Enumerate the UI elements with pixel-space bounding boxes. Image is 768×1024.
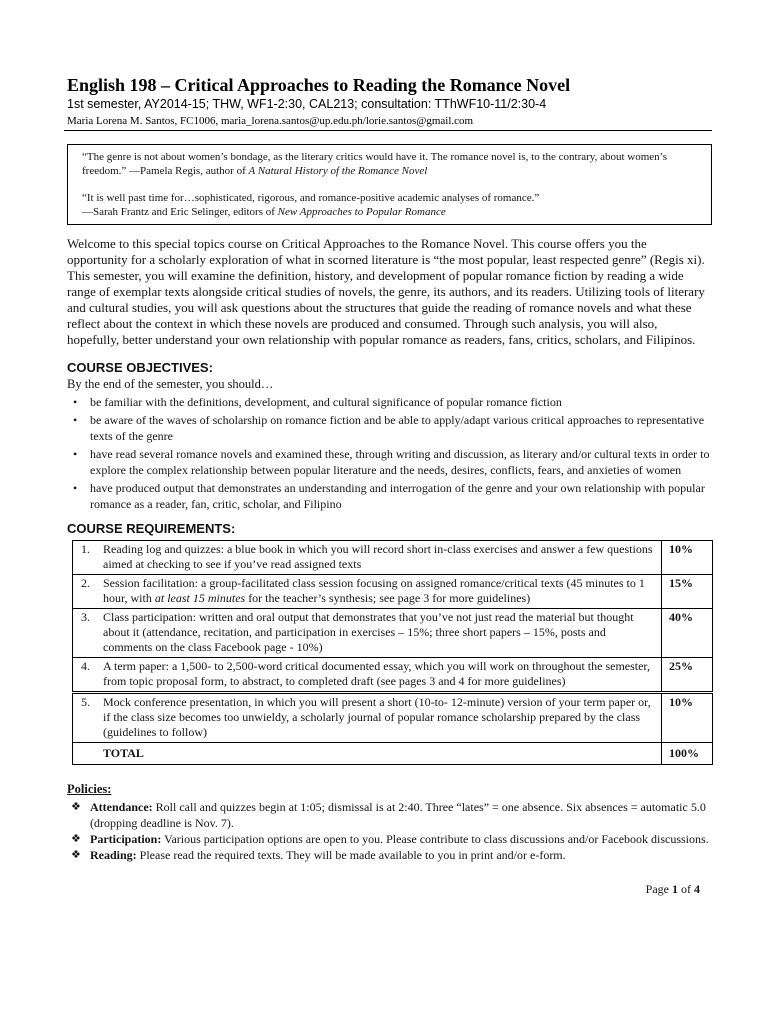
policy-item [67, 847, 710, 863]
bullet-icon: • [73, 481, 78, 495]
objectives-heading: COURSE OBJECTIVES: [67, 360, 213, 375]
page-total: 4 [694, 882, 700, 896]
objectives-list [67, 394, 710, 512]
policies-list [67, 799, 710, 863]
objective-item [67, 394, 710, 410]
quote-source-title: New Approaches to Popular Romance [277, 206, 446, 218]
instructor-contact: Maria Lorena M. Santos, FC1006, maria_lorena.santos@up.edu.ph/lorie.santos@gmail.com [67, 115, 474, 127]
requirement-row [73, 541, 713, 575]
policy-item [67, 799, 710, 831]
requirement-description [73, 541, 662, 575]
requirement-number: 2. [81, 576, 90, 590]
objective-item [67, 412, 710, 444]
requirement-emphasis: at least 15 minutes [154, 591, 246, 605]
requirement-weight: 15% [662, 575, 713, 609]
policies-heading: Policies: [67, 782, 112, 796]
requirement-row [73, 609, 713, 658]
quote-source-title: A Natural History of the Romance Novel [248, 165, 428, 177]
requirement-text: Session facilitation: a group-facilitated class session focusing on assigned romance/critical texts (45 minutes to 1 hour, with [103, 576, 645, 605]
requirement-row [73, 575, 713, 609]
policy-item [67, 831, 710, 847]
bullet-icon: • [73, 447, 78, 461]
diamond-bullet-icon: ❖ [71, 848, 81, 861]
bullet-icon: • [73, 413, 78, 427]
diamond-bullet-icon: ❖ [71, 800, 81, 813]
requirement-description [73, 575, 662, 609]
requirements-heading: COURSE REQUIREMENTS: [67, 521, 236, 536]
requirement-number: 1. [81, 542, 90, 556]
policy-text: Please read the required texts. They will be made available to you in print and/or e-form. [136, 848, 566, 862]
requirement-text: A term paper: a 1,500- to 2,500-word critical documented essay, which you will work on throughout the semester, from topic proposal form, to abstract, to completed draft (see pages 3 and 4 for more guidelines) [103, 659, 650, 688]
policy-label: Attendance: [90, 800, 153, 814]
requirement-description [73, 693, 662, 743]
requirement-row [73, 658, 713, 693]
requirement-weight: 40% [662, 609, 713, 658]
requirements-total-row [73, 743, 713, 765]
requirement-row [73, 693, 713, 743]
page-current: 1 [672, 882, 678, 896]
requirement-weight: 25% [662, 658, 713, 693]
header-divider [64, 130, 712, 131]
policy-label: Reading: [90, 848, 137, 862]
diamond-bullet-icon: ❖ [71, 832, 81, 845]
requirement-text: Mock conference presentation, in which you will present a short (10-to- 12-minute) version of your term paper or, if the class size becomes too unwieldy, a scholarly journal of popular romance scholarship prepared by the class (guidelines to follow) [103, 695, 651, 739]
intro-paragraph: Welcome to this special topics course on Critical Approaches to the Romance Novel. This course offers you the opportunity for a scholarly exploration of what in scorned literature is “the most popular, least respected genre” (Regis xi). This semester, you will examine the definition, history, and development of popular romance fiction by reading a wide range of exemplar texts alongside critical studies of novels, the genre, its authors, and its readers. Utilizing tools of literary and cultural studies, you will ask questions about the structures that guide the reading of romance novels and what these reflect about the context in which these novels are produced and consumed. Through such analysis, you will also, hopefully, better understand your own relationship with popular romance as readers, fans, critics, scholars, and Filipinos. [67, 236, 705, 347]
quote-attribution: —Pamela Regis, author of [126, 165, 249, 177]
requirement-number: 3. [81, 610, 90, 624]
quote-text: “It is well past time for…sophisticated, rigorous, and romance-positive academic analyses of romance.” [82, 192, 540, 204]
page-separator: of [678, 882, 694, 896]
requirement-text: for the teacher’s synthesis; see page 3 for more guidelines) [245, 591, 531, 605]
requirement-number: 5. [81, 695, 90, 709]
requirement-weight: 10% [662, 693, 713, 743]
policy-label: Participation: [90, 832, 162, 846]
total-weight: 100% [662, 743, 713, 765]
total-label: TOTAL [73, 743, 662, 765]
policy-text: Various participation options are open to you. Please contribute to class discussions and/or Facebook discussions. [161, 832, 709, 846]
page-label: Page [645, 882, 672, 896]
objective-text: have produced output that demonstrates an understanding and interrogation of the genre and your own relationship with popular romance as a reader, fan, critic, scholar, and Filipino [90, 481, 705, 511]
objective-text: have read several romance novels and examined these, through writing and discussion, as literary and/or cultural texts in order to explore the complex relationship between popular literature and the needs, desires, conflicts, fears, and anxieties of women [90, 447, 710, 477]
objective-item [67, 480, 710, 512]
objectives-lead: By the end of the semester, you should… [67, 377, 274, 391]
objective-text: be aware of the waves of scholarship on romance fiction and be able to apply/adapt various critical approaches to representative texts of the genre [90, 413, 705, 443]
quote-attribution-line [82, 205, 701, 219]
quote-text: “The genre is not about women’s bondage, as the literary critics would have it. The romance novel is, to the contrary, about women’s freedom.” [82, 151, 667, 177]
requirement-weight: 10% [662, 541, 713, 575]
requirement-description [73, 609, 662, 658]
requirement-text: Reading log and quizzes: a blue book in which you will record short in-class exercises and answer a few questions aimed at checking to see if you’ve read assigned texts [103, 542, 653, 571]
epigraph-quote [82, 191, 701, 219]
requirement-text: Class participation: written and oral output that demonstrates that you’ve not just read the material but thought about it (attendance, recitation, and participation in exercises – 15%; three short papers – 15%, posts and comments on the class Facebook page - 10%) [103, 610, 634, 654]
objective-item [67, 446, 710, 478]
requirements-table [72, 540, 713, 765]
requirement-description [73, 658, 662, 693]
document-header [67, 74, 710, 131]
policy-text: Roll call and quizzes begin at 1:05; dismissal is at 2:40. Three “lates” = one absence. Six absences = automatic 5.0 (dropping deadline is Nov. 7). [90, 800, 706, 830]
epigraph-box [67, 144, 712, 225]
epigraph-quote [82, 150, 701, 178]
requirement-number: 4. [81, 659, 90, 673]
quote-attribution: —Sarah Frantz and Eric Selinger, editors of [82, 206, 278, 218]
course-schedule: 1st semester, AY2014-15; THW, WF1-2:30, CAL213; consultation: TThWF10-11/2:30-4 [67, 97, 547, 111]
course-title: English 198 – Critical Approaches to Reading the Romance Novel [67, 75, 571, 95]
bullet-icon: • [73, 395, 78, 409]
objective-text: be familiar with the definitions, development, and cultural significance of popular romance fiction [90, 395, 562, 409]
page-number [67, 881, 710, 897]
requirements-table-body [73, 541, 713, 765]
